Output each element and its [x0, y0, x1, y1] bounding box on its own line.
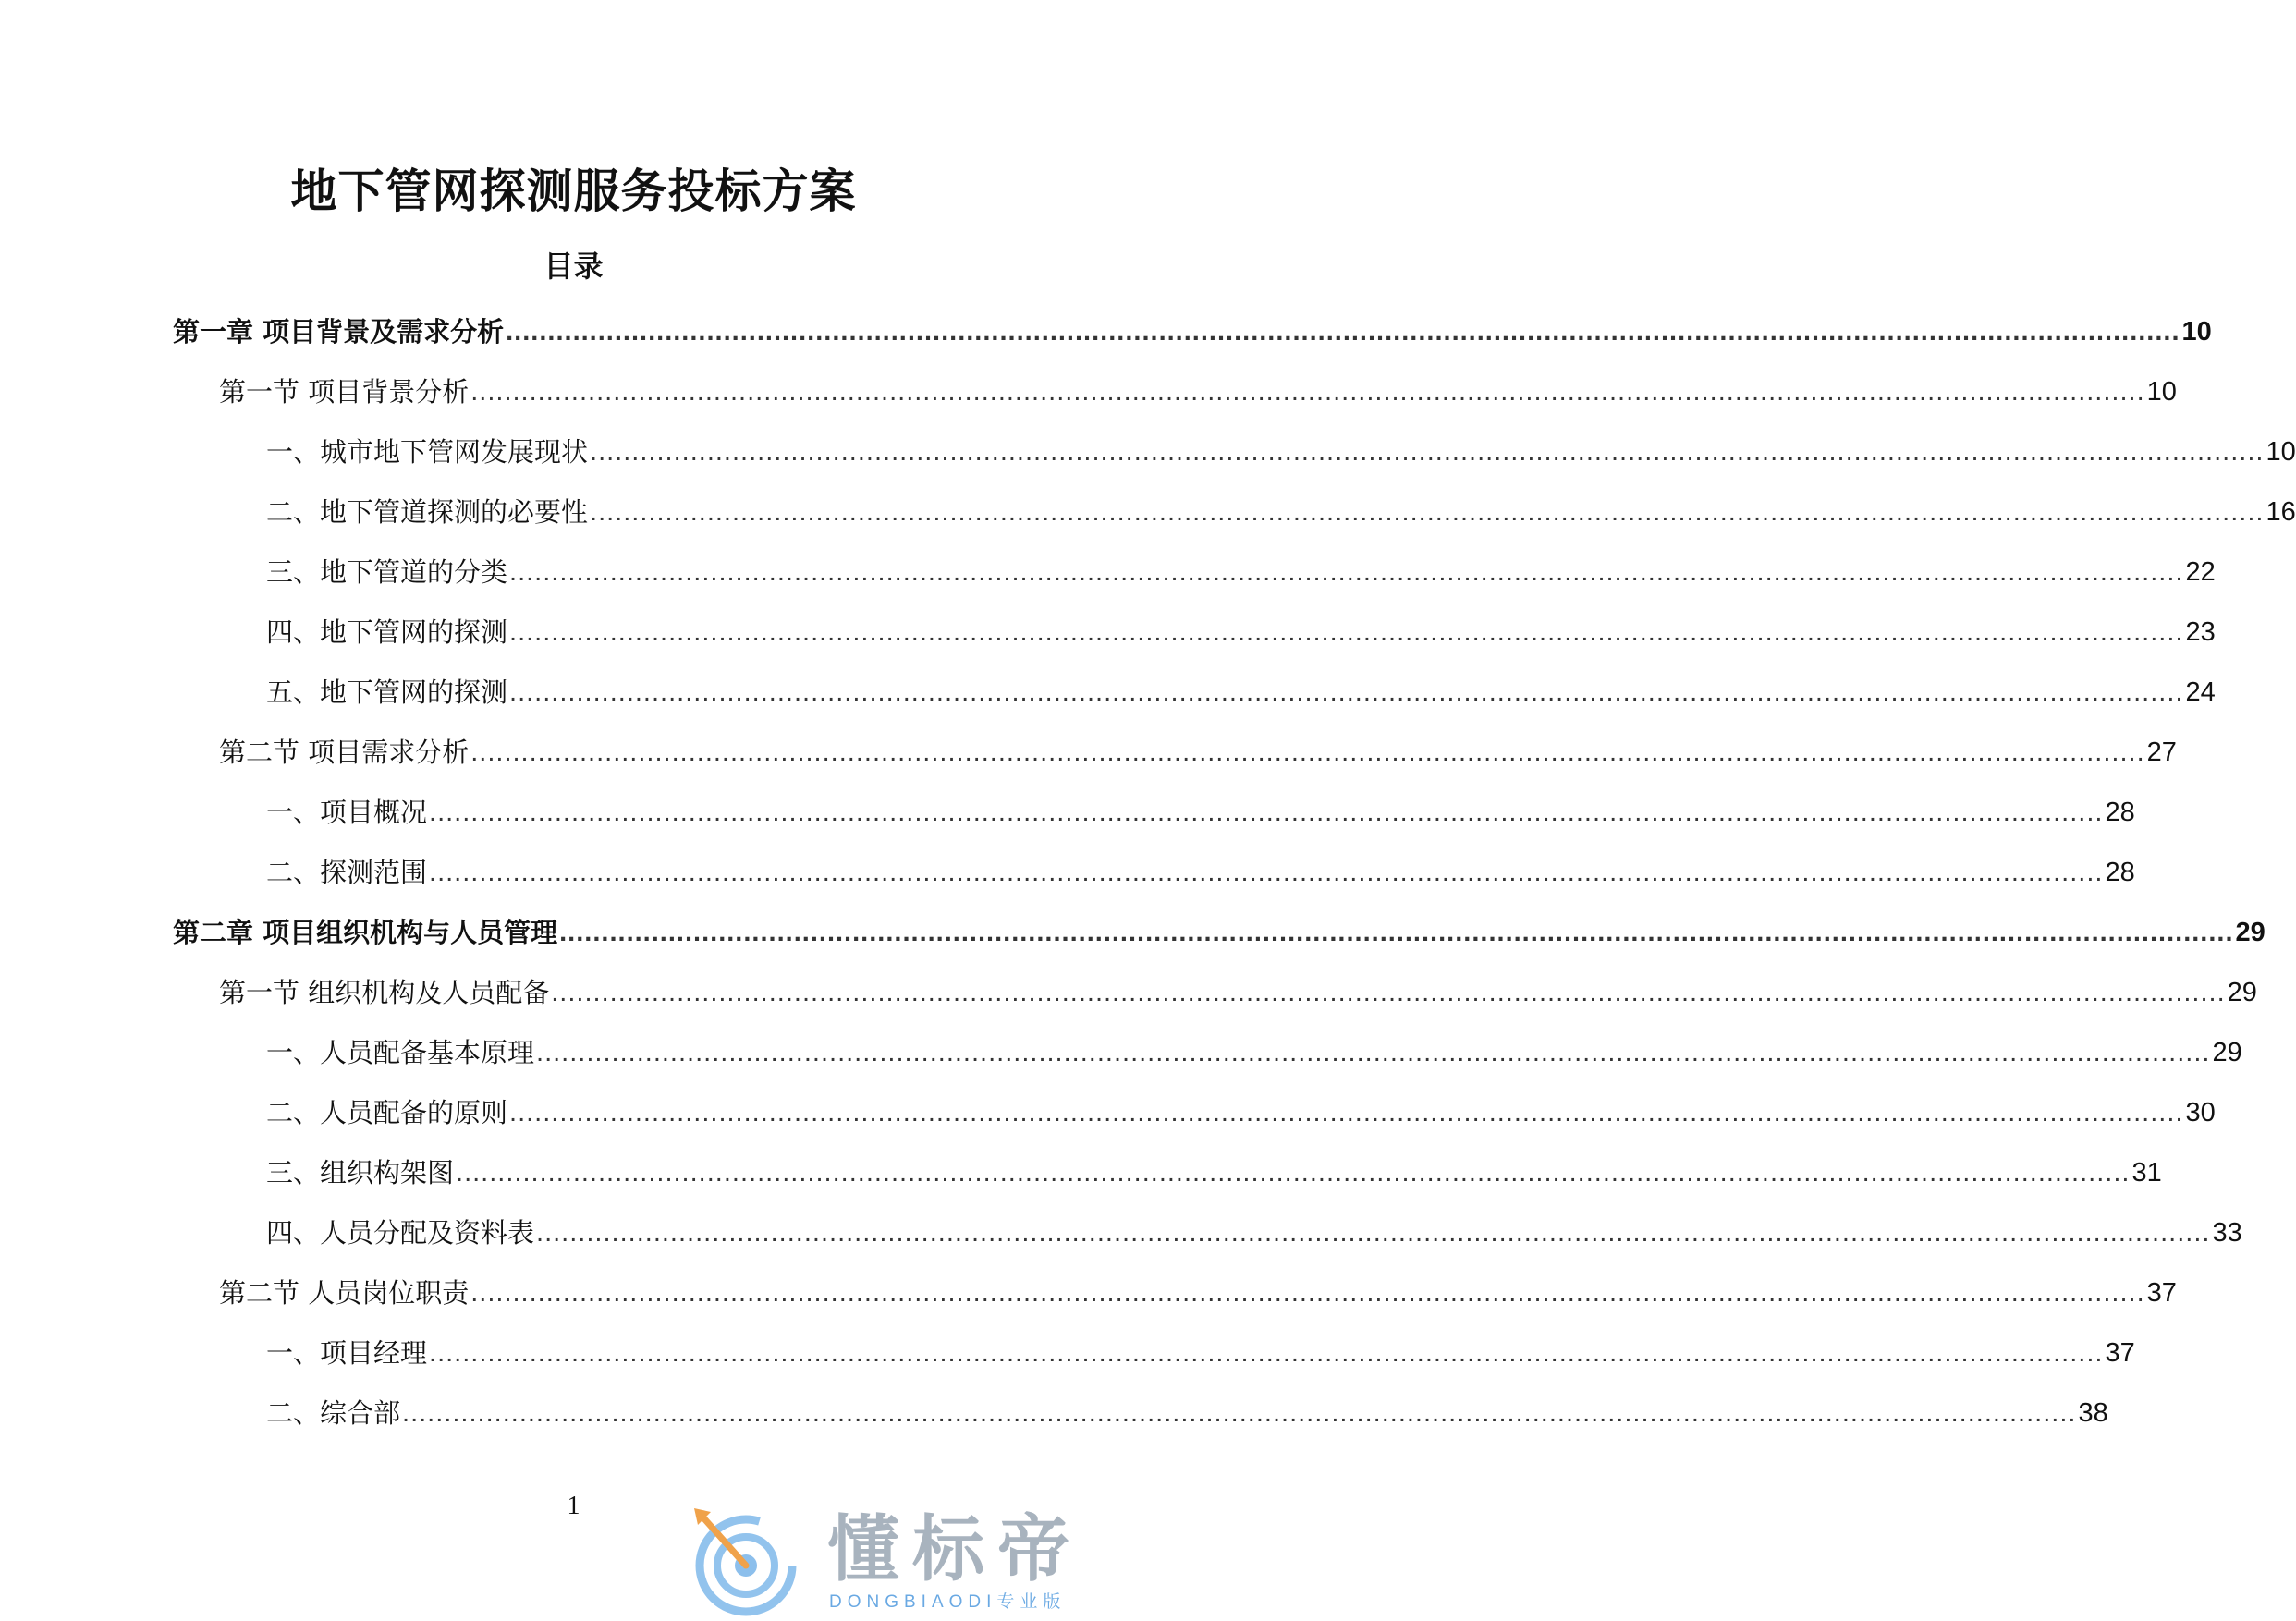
toc-entry[interactable]	[173, 1261, 2177, 1321]
toc-entry-page: 29	[2212, 1038, 2242, 1067]
toc-entry[interactable]	[173, 660, 2216, 720]
toc-entry[interactable]	[173, 1080, 2216, 1140]
toc-dot-leader: ........................................................................................................................................................................................................	[590, 497, 2265, 527]
toc-entry-page: 37	[2105, 1338, 2135, 1368]
toc-entry[interactable]	[173, 1201, 2242, 1261]
toc-entry[interactable]	[173, 420, 2296, 480]
toc-entry-page: 16	[2265, 497, 2296, 527]
watermark-brand: 懂标帝	[827, 1508, 1083, 1591]
toc-dot-leader: ........................................................................................................................................................................................................	[509, 557, 2184, 587]
toc-entry-page: 23	[2185, 617, 2216, 647]
toc-dot-leader: ........................................................................................................................................................................................................	[506, 317, 2180, 347]
table-of-contents	[173, 299, 2296, 1441]
toc-entry-title: 四、地下管网的探测	[266, 616, 508, 648]
toc-entry-title: 一、城市地下管网发展现状	[266, 436, 589, 468]
watermark	[689, 1506, 1132, 1617]
toc-entry[interactable]	[173, 780, 2135, 840]
toc-entry-page: 38	[2078, 1398, 2108, 1428]
toc-entry-title: 第二章 项目组织机构与人员管理	[173, 917, 558, 948]
toc-entry[interactable]	[173, 900, 2265, 960]
toc-entry-page: 22	[2185, 557, 2216, 587]
toc-dot-leader: ........................................................................................................................................................................................................	[590, 437, 2265, 467]
toc-entry-page: 10	[2265, 437, 2296, 467]
toc-entry-page: 33	[2212, 1218, 2242, 1248]
toc-entry[interactable]	[173, 1020, 2242, 1080]
toc-entry-title: 四、人员分配及资料表	[266, 1217, 535, 1249]
toc-entry-title: 一、人员配备基本原理	[266, 1037, 535, 1068]
toc-dot-leader: ........................................................................................................................................................................................................	[551, 978, 2226, 1007]
toc-dot-leader: ........................................................................................................................................................................................................	[536, 1218, 2211, 1248]
toc-entry[interactable]	[173, 299, 2212, 360]
toc-entry-page: 37	[2146, 1278, 2177, 1308]
toc-dot-leader: ........................................................................................................................................................................................................	[456, 1158, 2131, 1188]
toc-dot-leader: ........................................................................................................................................................................................................	[559, 918, 2234, 947]
toc-entry[interactable]	[173, 720, 2177, 780]
toc-entry-title: 一、项目概况	[266, 797, 428, 828]
toc-entry[interactable]	[173, 1381, 2108, 1441]
toc-entry-title: 三、地下管道的分类	[266, 556, 508, 588]
toc-entry-page: 10	[2181, 317, 2212, 347]
watermark-subtitle: DONGBIAODI专业版	[829, 1592, 1067, 1612]
toc-entry-title: 一、项目经理	[266, 1337, 428, 1369]
toc-entry[interactable]	[173, 480, 2296, 540]
toc-entry-title: 第二节 人员岗位职责	[219, 1277, 470, 1309]
toc-entry-title: 二、地下管道探测的必要性	[266, 496, 589, 528]
toc-dot-leader: ........................................................................................................................................................................................................	[470, 737, 2145, 767]
toc-entry-page: 29	[2235, 918, 2265, 947]
toc-entry-page: 28	[2105, 858, 2135, 887]
toc-heading: 目录	[543, 249, 604, 284]
toc-entry-title: 第二节 项目需求分析	[219, 737, 470, 768]
toc-entry[interactable]	[173, 600, 2216, 660]
toc-entry-page: 31	[2131, 1158, 2162, 1188]
toc-entry-page: 10	[2146, 377, 2177, 407]
toc-entry-title: 第一章 项目背景及需求分析	[173, 316, 505, 347]
toc-dot-leader: ........................................................................................................................................................................................................	[509, 1098, 2184, 1127]
toc-entry[interactable]	[173, 360, 2177, 420]
toc-entry-title: 第一节 项目背景分析	[219, 376, 470, 408]
target-arrow-icon	[689, 1506, 800, 1617]
toc-dot-leader: ........................................................................................................................................................................................................	[536, 1038, 2211, 1067]
page-number: 1	[567, 1492, 580, 1520]
toc-entry[interactable]	[173, 960, 2257, 1020]
toc-entry-title: 二、人员配备的原则	[266, 1097, 508, 1128]
toc-dot-leader: ........................................................................................................................................................................................................	[429, 1338, 2104, 1368]
toc-entry-title: 三、组织构架图	[266, 1157, 455, 1188]
toc-dot-leader: ........................................................................................................................................................................................................	[402, 1398, 2077, 1428]
toc-entry-page: 24	[2185, 677, 2216, 707]
toc-entry-page: 28	[2105, 798, 2135, 827]
toc-entry[interactable]	[173, 540, 2216, 600]
toc-entry-title: 二、探测范围	[266, 857, 428, 888]
toc-entry-page: 29	[2227, 978, 2257, 1007]
toc-entry-title: 第一节 组织机构及人员配备	[219, 977, 550, 1008]
toc-dot-leader: ........................................................................................................................................................................................................	[470, 377, 2145, 407]
document-title: 地下管网探测服务投标方案	[290, 165, 857, 218]
toc-dot-leader: ........................................................................................................................................................................................................	[429, 858, 2104, 887]
toc-entry-page: 30	[2185, 1098, 2216, 1127]
toc-entry-title: 二、综合部	[266, 1397, 401, 1429]
toc-entry[interactable]	[173, 1321, 2135, 1381]
toc-entry[interactable]	[173, 1140, 2162, 1201]
toc-entry-title: 五、地下管网的探测	[266, 676, 508, 708]
toc-dot-leader: ........................................................................................................................................................................................................	[509, 617, 2184, 647]
toc-dot-leader: ........................................................................................................................................................................................................	[509, 677, 2184, 707]
toc-dot-leader: ........................................................................................................................................................................................................	[429, 798, 2104, 827]
toc-entry[interactable]	[173, 840, 2135, 900]
toc-dot-leader: ........................................................................................................................................................................................................	[470, 1278, 2145, 1308]
toc-entry-page: 27	[2146, 737, 2177, 767]
